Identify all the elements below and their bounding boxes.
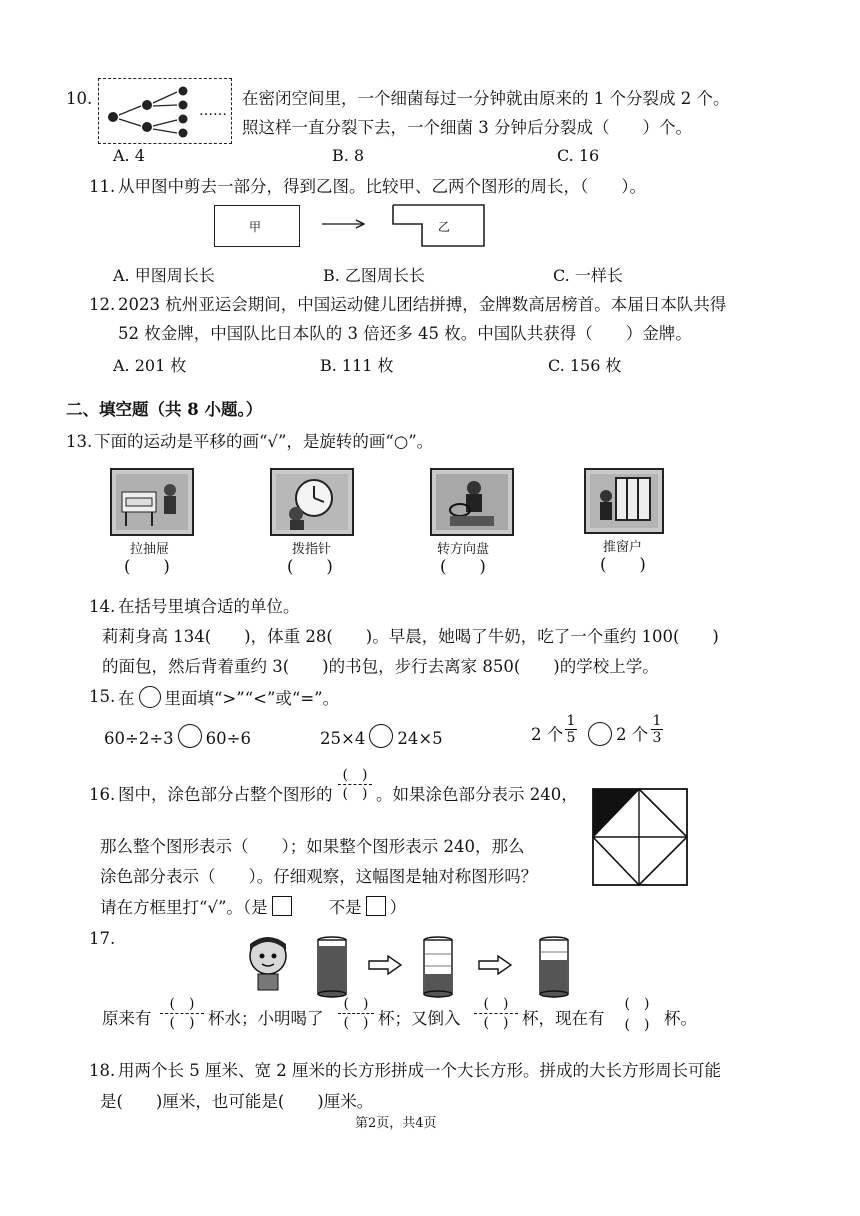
q17-t3: 杯；又倒入 — [378, 1009, 461, 1028]
q17-t4: 杯，现在有 — [522, 1009, 605, 1028]
q11-option-c: C. 一样长 — [553, 266, 623, 285]
frac2-num: 1 — [652, 713, 662, 729]
frac1-num: 1 — [566, 713, 576, 729]
expr3-left: 2 个 — [531, 725, 564, 744]
q16-line4 — [100, 896, 406, 919]
q17-frac3-num: ( ) — [483, 996, 509, 1012]
q17-t1: 原来有 — [102, 1009, 152, 1028]
q16-line1a: 图中，涂色部分占整个图形的 — [118, 785, 333, 804]
q12-line2: 52 枚金牌，中国队比日本队的 3 倍还多 45 枚。中国队共获得（ ）金牌。 — [118, 324, 692, 343]
q17-t5: 杯。 — [664, 1009, 697, 1028]
steering-picture — [430, 468, 514, 536]
q15-text-b: 里面填“>”“<”或“=”。 — [164, 689, 340, 708]
q10-line1: 在密闭空间里，一个细菌每过一分钟就由原来的 1 个分裂成 2 个。 — [242, 89, 730, 108]
q14-number: 14. — [89, 597, 116, 616]
checkbox-yes[interactable] — [272, 896, 292, 916]
bacteria-dots: …… — [199, 103, 227, 119]
q16-line4a: 请在方框里打“√”。（是 — [100, 898, 268, 917]
compare-circle-icon — [139, 686, 161, 708]
q14-line3: 的面包，然后背着重约 3( )的书包，步行去离家 850( )的学校上学。 — [102, 657, 659, 676]
clock-icon — [280, 476, 344, 530]
q16-line4b: 不是 — [328, 898, 362, 917]
q18-line2: 是( )厘米，也可能是( )厘米。 — [100, 1092, 374, 1111]
compare-row-1 — [104, 724, 251, 750]
q14-line1: 在括号里填合适的单位。 — [118, 597, 300, 616]
hollow-arrow-icon-1 — [368, 955, 402, 975]
q17-frac2-den: ( ) — [343, 1015, 369, 1031]
q12-line1: 2023 杭州亚运会期间，中国运动健儿团结拼搏，金牌数高居榜首。本届日本队共得 — [118, 295, 727, 314]
q14-line2: 莉莉身高 134( )，体重 28( )。早晨，她喝了牛奶，吃了一个重约 100( ) — [102, 627, 719, 646]
q16-number: 16. — [89, 785, 116, 804]
q15-instruction — [118, 686, 339, 710]
q10-option-c: C. 16 — [557, 146, 600, 165]
expr1-right: 60÷6 — [205, 729, 251, 748]
cup-drunk-icon — [422, 936, 454, 998]
steering-label: 转方向盘 — [437, 542, 490, 557]
q16-fraction-blank[interactable] — [334, 767, 376, 802]
q16-frac-num: ( ) — [342, 767, 368, 783]
q11-text: 从甲图中剪去一部分，得到乙图。比较甲、乙两个图形的周长，（ ）。 — [118, 177, 646, 196]
q12-option-a: A. 201 枚 — [113, 356, 187, 375]
figure-jia-label: 甲 — [249, 220, 262, 234]
q10-line2: 照这样一直分裂下去，一个细菌 3 分钟后分裂成（ ）个。 — [242, 118, 692, 137]
window-icon — [592, 474, 656, 528]
q16-line3: 涂色部分表示（ ）。仔细观察，这幅图是轴对称图形吗？ — [100, 867, 538, 886]
q11-option-b: B. 乙图周长长 — [323, 266, 425, 285]
compare-circle-1[interactable] — [178, 724, 202, 748]
clock-blank[interactable]: ( ) — [287, 557, 333, 576]
q13-number: 13. — [66, 432, 93, 451]
q16-line4c: ） — [389, 898, 407, 917]
expr2-right: 24×5 — [397, 729, 443, 748]
q17-frac4-den: ( ) — [624, 1017, 650, 1033]
q18-line1: 用两个长 5 厘米、宽 2 厘米的长方形拼成一个大长方形。拼成的大长方形周长可能 — [118, 1061, 721, 1080]
q10-option-b: B. 8 — [332, 146, 365, 165]
drawer-blank[interactable]: ( ) — [124, 557, 170, 576]
hollow-arrow-icon-2 — [478, 955, 512, 975]
expr3-right: 2 个 — [616, 725, 649, 744]
compare-row-2 — [320, 724, 443, 750]
q17-frac4-num: ( ) — [624, 996, 650, 1012]
q10-option-a: A. 4 — [113, 146, 145, 165]
page-footer: 第2页，共4页 — [355, 1116, 437, 1131]
frac2-den: 3 — [652, 730, 662, 746]
clock-picture — [270, 468, 354, 536]
cup-refilled-icon — [538, 936, 570, 998]
expr2-left: 25×4 — [320, 729, 366, 748]
q13-text: 下面的运动是平移的画“√”，是旋转的画“○”。 — [94, 432, 434, 451]
drawer-icon — [118, 478, 184, 528]
checkbox-no[interactable] — [366, 896, 386, 916]
figure-yi-label: 乙 — [438, 220, 451, 234]
frac-one-third — [650, 713, 664, 746]
drawer-picture — [110, 468, 194, 536]
q11-option-a: A. 甲图周长长 — [113, 266, 215, 285]
q11-number: 11. — [89, 177, 116, 196]
q12-number: 12. — [89, 295, 116, 314]
diamond-square-figure — [592, 788, 688, 886]
steering-wheel-icon — [440, 476, 504, 530]
q17-frac-drank[interactable] — [336, 996, 376, 1031]
arrow-right-icon — [322, 218, 368, 230]
q17-frac1-den: ( ) — [169, 1015, 195, 1031]
compare-circle-2[interactable] — [369, 724, 393, 748]
q17-frac-now[interactable] — [620, 996, 654, 1033]
q12-option-c: C. 156 枚 — [548, 356, 622, 375]
q17-frac-original[interactable] — [158, 996, 206, 1031]
q16-frac-den: ( ) — [342, 786, 368, 802]
boy-icon — [240, 934, 298, 992]
q18-number: 18. — [89, 1061, 116, 1080]
q16-line2: 那么整个图形表示（ ）；如果整个图形表示 240，那么 — [100, 837, 525, 856]
clock-label: 拨指针 — [292, 542, 332, 557]
q15-number: 15. — [89, 687, 116, 706]
figure-jia — [214, 205, 300, 247]
q10-number: 10. — [66, 89, 93, 108]
window-picture — [584, 468, 664, 534]
frac1-den: 5 — [566, 730, 576, 746]
drawer-label: 拉抽屉 — [130, 542, 170, 557]
compare-circle-3[interactable] — [588, 722, 612, 746]
q17-t2: 杯水；小明喝了 — [208, 1009, 324, 1028]
expr1-left: 60÷2÷3 — [104, 729, 174, 748]
section-title: 二、填空题（共 8 小题。） — [66, 400, 263, 419]
window-label: 推窗户 — [603, 540, 643, 555]
q17-frac1-num: ( ) — [169, 996, 195, 1012]
cup-full-icon — [316, 936, 348, 998]
window-blank[interactable]: ( ) — [600, 555, 646, 574]
q16-line1b: 。如果涂色部分表示 240， — [376, 785, 578, 804]
q12-option-b: B. 111 枚 — [320, 356, 394, 375]
q17-frac3-den: ( ) — [483, 1015, 509, 1031]
frac-one-fifth — [564, 713, 578, 746]
q17-frac-poured[interactable] — [472, 996, 520, 1031]
q15-text-a: 在 — [118, 689, 135, 708]
bacteria-figure — [98, 78, 232, 144]
q17-number: 17. — [89, 929, 116, 948]
steering-blank[interactable]: ( ) — [440, 557, 486, 576]
q17-frac2-num: ( ) — [343, 996, 369, 1012]
